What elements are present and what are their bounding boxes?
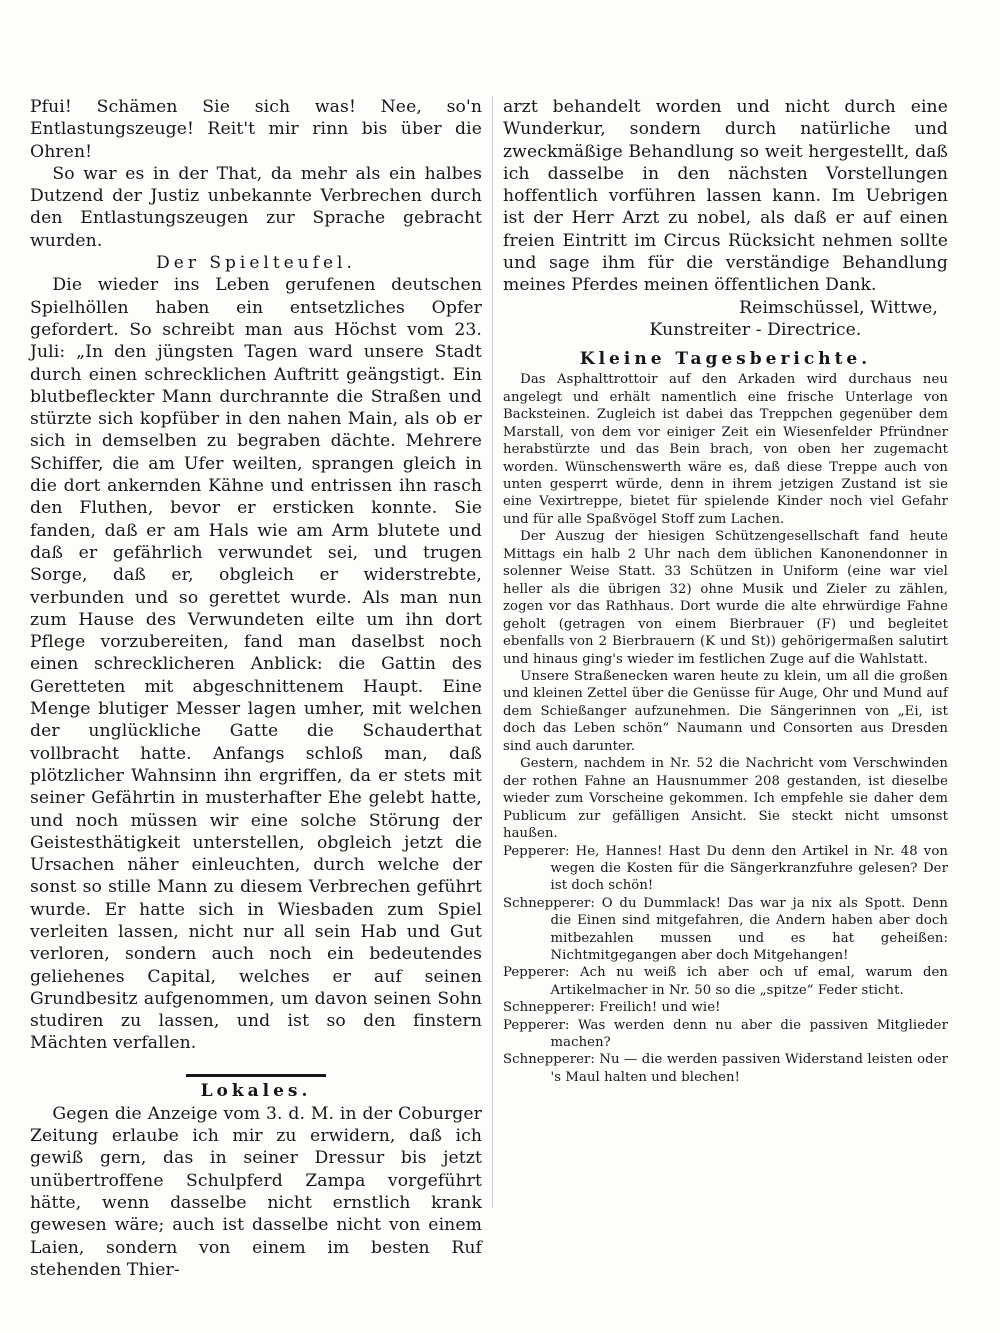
right-column: [503, 96, 948, 1086]
dialog-line: Pepperer: Was werden denn nu aber die passiven Mitglieder machen?: [503, 1017, 948, 1050]
heading-lokales: Lokales.: [200, 1080, 312, 1101]
section-rule: [30, 1065, 482, 1079]
paragraph-asphalt: Das Asphalttrottoir auf den Arkaden wird durchaus neu angelegt und erhält namentlich eine frische Unterlage von Backsteinen. Zugleich ist dabei das Treppchen gegenüber dem Marstall, von dem vor einiger Zeit ein Wiesenfelder Pfründner herabstürzte und das Bein brach, von oben her zugemacht worden. Wünschenswerth wäre es, daß diese Treppe auch von unten gesperrt würde, denn in ihrem jetzigen Zustand ist sie eine Vexirtreppe, bietet für spielende Kinder noch viel Gefahr und für alle Spaßvögel Stoff zum Lachen.: [503, 372, 948, 527]
paragraph-auszug: Der Auszug der hiesigen Schützengesellschaft fand heute Mittags ein halb 2 Uhr nach dem üblichen Kanonendonner in solenner Weise Statt. 33 Schützen in Uniform (eine war viel heller als die übrigen 32) ohne Musik und Zieler zu zählen, zogen vor das Rathhaus. Dort wurde die alte ehrwürdige Fahne geholt (getragen von einem Bierbrauer (F) und begleitet ebenfalls von 2 Bierbrauern (K und St)) gehörigermaßen salutirt und hinaus ging's wieder im festlichen Zuge auf die Wahlstatt.: [503, 529, 948, 667]
paragraph-so-war: So war es in der That, da mehr als ein halbes Dutzend der Justiz unbekannte Verbrechen durch den Entlastungszeugen zur Sprache gebracht wurden.: [30, 163, 482, 251]
dialog-line: Schnepperer: O du Dummlack! Das war ja nix als Spott. Denn die Einen sind mitgefahren, die Andern haben aber doch mitbezahlen mussen und es hat geheißen: Nichtmitgegangen aber doch Mitgehangen!: [503, 895, 948, 963]
paragraph-gegen-die-anzeige: Gegen die Anzeige vom 3. d. M. in der Coburger Zeitung erlaube ich mir zu erwidern, daß ich gewiß gern, das in seiner Dressur bis jetzt unübertroffene Schulpferd Zampa vorgeführt hätte, wenn dasselbe nicht ernstlich krank gewesen wäre; auch ist dasselbe nicht von einem Laien, sondern von einem im besten Ruf stehenden Thier-: [30, 1103, 482, 1280]
paragraph-spielteufel: Die wieder ins Leben gerufenen deutschen Spielhöllen haben ein entsetzliches Opfer gefordert. So schreibt man aus Höchst vom 23. Juli: „In den jüngsten Tagen ward unsere Stadt durch einen schrecklichen Auftritt geängstigt. Ein blutbefleckter Mann durchrannte die Straßen und stürzte sich kopfüber in den nahen Main, als ob er sich in demselben zu begraben dächte. Mehrere Schiffer, die am Ufer weilten, sprangen gleich in die dort ankernden Kähne und entrissen ihn rasch den Fluthen, bevor er ersticken konnte. Sie fanden, daß er am Hals wie am Arm blutete und daß er gefährlich verwundet sei, und trugen Sorge, daß er, obgleich er widerstrebte, verbunden und so gerettet wurde. Als man nun zum Hause des Verwundeten eilte um ihn dort Pflege vorzubereiten, fand man daselbst noch einen schrecklicheren Anblick: die Gattin des Geretteten mit abgeschnittenem Haupt. Eine Menge blutiger Messer lagen umher, mit welchen der unglückliche Gatte die Schauderthat vollbracht hatte. Anfangs schloß man, daß plötzlicher Wahnsinn ihn ergriffen, da er stets mit seiner Gefährtin in musterhafter Ehe gelebt hatte, und noch müssen wir eine solche Störung der Geistesthätigkeit unterstellen, obgleich jetzt die Ursachen näher einleuchten, durch welche der sonst so stille Mann zu diesem Verbrechen geführt wurde. Er hatte sich in Wiesbaden zum Spiel verleiten lassen, nicht nur all sein Hab und Gut verloren, sondern auch noch ein bedeutendes geliehenes Capital, welches er auf seinen Grundbesitz aufgenommen, um davon seinen Sohn studiren zu lassen, und ist so den finstern Mächten verfallen.: [30, 275, 482, 1054]
column-divider: [492, 96, 493, 1208]
signature-name: Reimschüssel, Wittwe,: [739, 297, 938, 318]
dialog-line: Schnepperer: Freilich! und wie!: [503, 1000, 721, 1016]
dialog-line: Schnepperer: Nu — die werden passiven Widerstand leisten oder 's Maul halten und blechen!: [503, 1052, 948, 1085]
heading-spielteufel: Der Spielteufel.: [156, 253, 356, 274]
heading-kleine-tagesberichte: Kleine Tagesberichte.: [579, 349, 872, 370]
signature-title: Kunstreiter - Directrice.: [649, 319, 862, 340]
paragraph-arzt: arzt behandelt worden und nicht durch eine Wunderkur, sondern durch natürliche und zweckmäßige Behandlung so weit hergestellt, daß ich dasselbe in den nächsten Vorstellungen hoffentlich vorführen lassen kann. Im Uebrigen ist der Herr Arzt zu nobel, als daß er auf einen freien Eintritt im Circus Rücksicht nehmen sollte und sage ihm für die verständige Behandlung meines Pferdes meinen öffentlichen Dank.: [503, 97, 948, 296]
paragraph-pfui: Pfui! Schämen Sie sich was! Nee, so'n Entlastungszeuge! Reit't mir rinn bis über die Ohren!: [30, 97, 482, 162]
paragraph-strassenecken: Unsere Straßenecken waren heute zu klein, um all die großen und kleinen Zettel über die Genüsse für Auge, Ohr und Mund auf dem Schießanger aufzunehmen. Die Sängerinnen von „Ei, ist doch das Leben schön“ Naumann und Consorten aus Dresden sind auch darunter.: [503, 668, 948, 754]
paragraph-gestern: Gestern, nachdem in Nr. 52 die Nachricht vom Verschwinden der rothen Fahne an Hausnummer 208 gestanden, ist dieselbe wieder zum Vorscheine gekommen. Ich empfehle sie daher dem Publicum zur gefälligen Ansicht. Sie steckt nicht umsonst haußen.: [503, 756, 948, 842]
left-column: [30, 96, 482, 1281]
dialog-line: Pepperer: He, Hannes! Hast Du denn den Artikel in Nr. 48 von wegen die Kosten für die Sängerkranzfuhre gelesen? Der ist doch schön!: [503, 843, 948, 894]
dialog-line: Pepperer: Ach nu weiß ich aber och uf emal, warum den Artikelmacher in Nr. 50 so die „spitze“ Feder sticht.: [503, 965, 948, 998]
